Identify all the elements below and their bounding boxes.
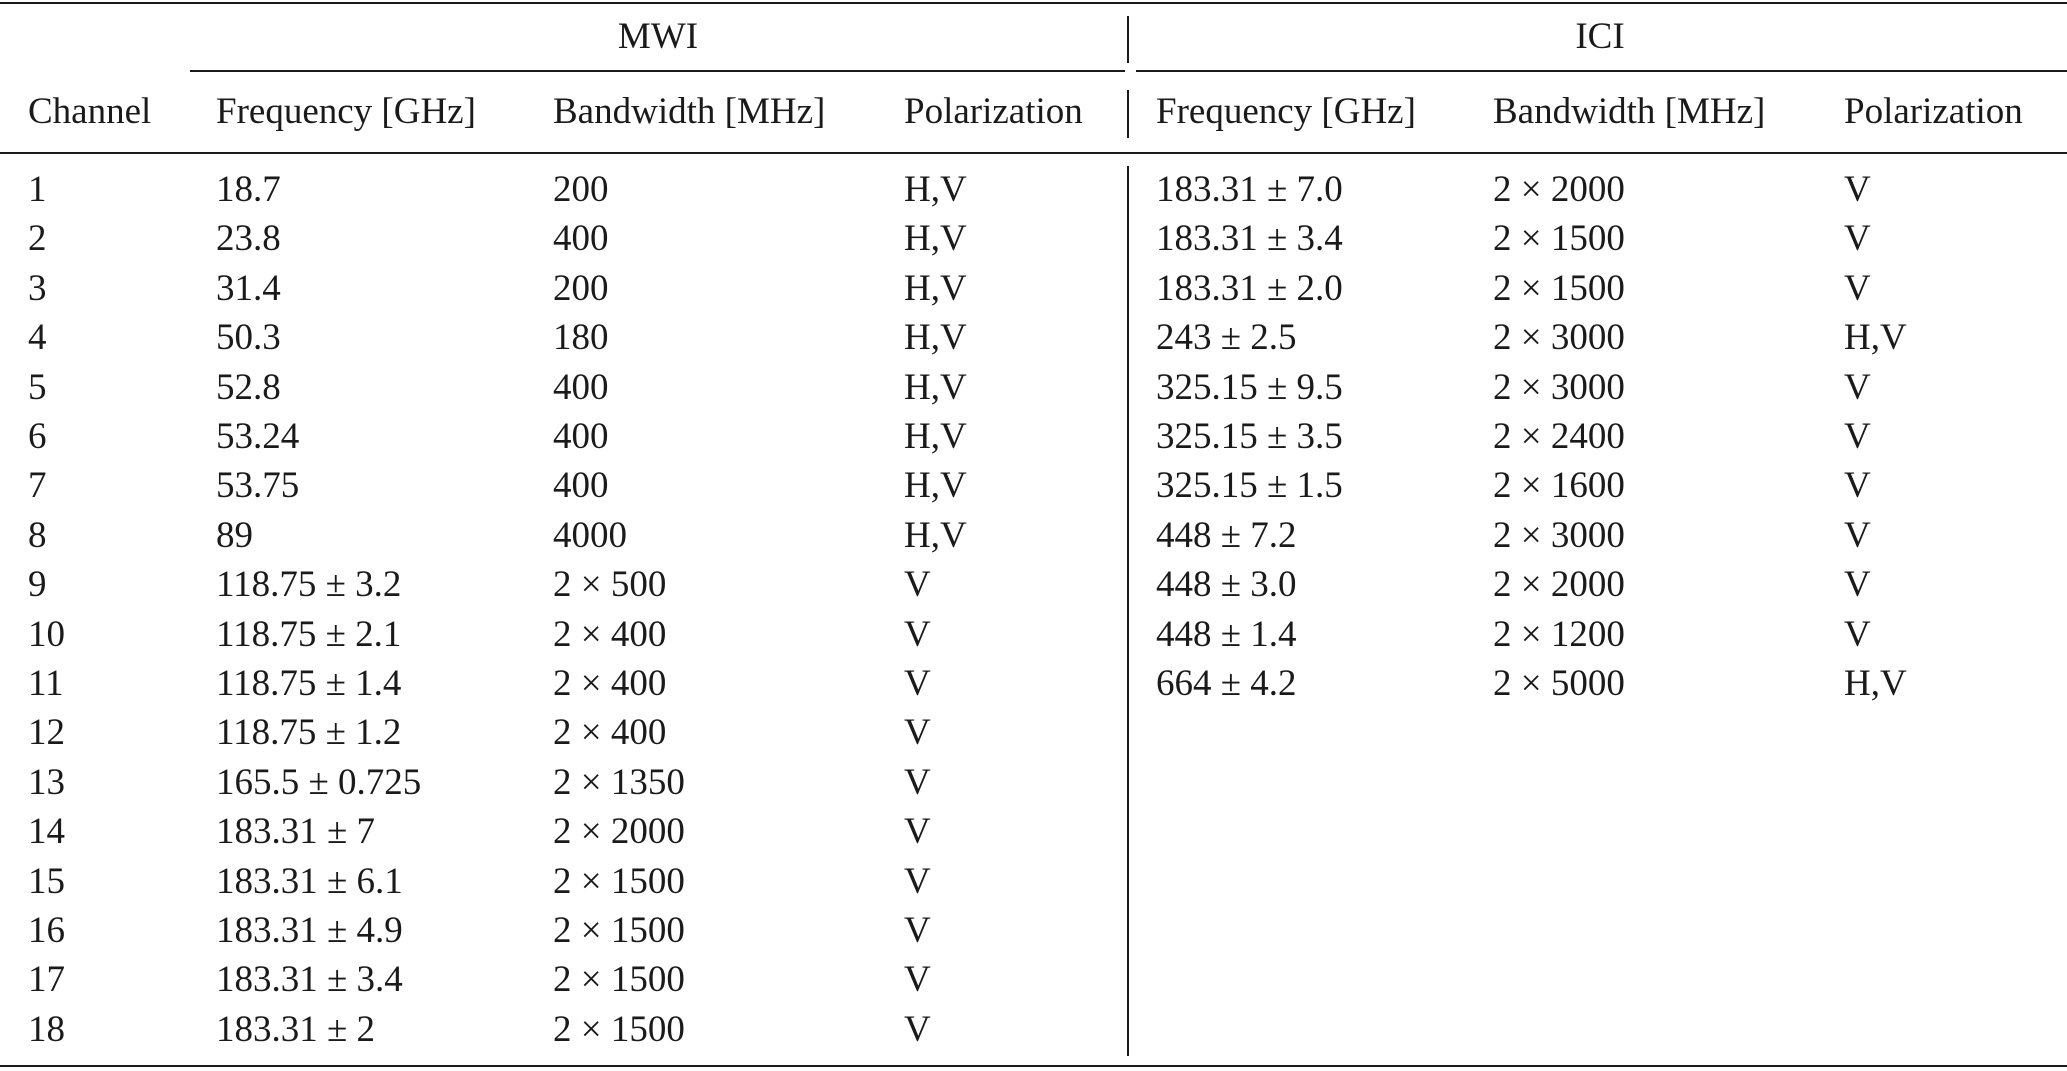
cell-ici-frequency: 664 ± 4.2 (1156, 663, 1297, 704)
table-row (0, 713, 2067, 762)
cell-ici-polarization: V (1844, 218, 1871, 260)
cell-channel: 13 (28, 761, 65, 803)
cell-mwi-bandwidth: 2 × 1500 (553, 910, 685, 951)
cell-channel: 4 (28, 317, 47, 359)
cell-ici-polarization: H,V (1844, 317, 1907, 359)
table-row (0, 170, 2067, 219)
table-row (0, 318, 2067, 367)
cell-ici-polarization: V (1844, 613, 1871, 655)
cell-mwi-polarization: V (904, 761, 931, 803)
cell-channel: 6 (28, 416, 47, 457)
cell-ici-bandwidth: 2 × 1500 (1493, 218, 1625, 260)
cell-mwi-polarization: H,V (904, 416, 967, 457)
cell-mwi-frequency: 118.75 ± 1.2 (216, 712, 402, 754)
header-channel: Channel (28, 91, 152, 132)
cell-mwi-polarization: V (904, 959, 931, 1001)
header-divider (1127, 90, 1129, 138)
cell-ici-polarization: V (1844, 366, 1871, 408)
cell-ici-polarization: V (1844, 416, 1871, 457)
cell-mwi-frequency: 89 (216, 514, 253, 556)
cell-mwi-polarization: H,V (904, 267, 967, 309)
cell-mwi-bandwidth: 400 (553, 416, 609, 457)
cell-mwi-frequency: 183.31 ± 2 (216, 1008, 376, 1050)
cell-mwi-frequency: 50.3 (216, 317, 281, 359)
cell-mwi-polarization: V (904, 663, 931, 704)
cell-ici-frequency: 183.31 ± 3.4 (1156, 218, 1343, 260)
table-row (0, 269, 2067, 318)
cell-mwi-frequency: 183.31 ± 4.9 (216, 910, 403, 951)
cell-mwi-frequency: 53.75 (216, 465, 300, 507)
mwi-group-rule (190, 70, 1125, 72)
cell-channel: 3 (28, 267, 47, 309)
cell-mwi-bandwidth: 2 × 1500 (553, 1008, 685, 1050)
header-mwi-bandwidth: Bandwidth [MHz] (553, 91, 826, 132)
table-row (0, 219, 2067, 268)
cell-mwi-frequency: 18.7 (216, 169, 281, 210)
cell-ici-frequency: 448 ± 1.4 (1156, 613, 1297, 655)
cell-channel: 10 (28, 613, 65, 655)
cell-channel: 16 (28, 910, 65, 951)
cell-mwi-bandwidth: 2 × 1350 (553, 761, 685, 803)
header-ici-polarization: Polarization (1844, 91, 2023, 132)
cell-ici-polarization: V (1844, 514, 1871, 556)
cell-ici-bandwidth: 2 × 3000 (1493, 317, 1625, 359)
cell-mwi-bandwidth: 2 × 400 (553, 663, 667, 704)
cell-mwi-bandwidth: 2 × 1500 (553, 959, 685, 1001)
cell-ici-frequency: 325.15 ± 9.5 (1156, 366, 1343, 408)
cell-channel: 18 (28, 1008, 65, 1050)
cell-channel: 11 (28, 663, 64, 704)
group-label-ici: ICI (1575, 16, 1625, 57)
cell-ici-bandwidth: 2 × 1600 (1493, 465, 1625, 507)
cell-mwi-bandwidth: 400 (553, 218, 609, 260)
ici-group-rule (1136, 70, 2067, 72)
group-label-mwi: MWI (617, 16, 699, 57)
cell-mwi-frequency: 118.75 ± 2.1 (216, 613, 402, 655)
cell-ici-frequency: 448 ± 3.0 (1156, 564, 1297, 606)
cell-ici-polarization: V (1844, 267, 1871, 309)
cell-mwi-frequency: 53.24 (216, 416, 300, 457)
cell-channel: 17 (28, 959, 65, 1001)
cell-mwi-frequency: 23.8 (216, 218, 281, 260)
header-ici-frequency: Frequency [GHz] (1156, 91, 1416, 132)
cell-ici-bandwidth: 2 × 2400 (1493, 416, 1625, 457)
table-row (0, 615, 2067, 664)
cell-mwi-bandwidth: 200 (553, 169, 609, 210)
cell-ici-frequency: 183.31 ± 7.0 (1156, 169, 1343, 210)
cell-mwi-frequency: 31.4 (216, 267, 281, 309)
table-row (0, 763, 2067, 812)
cell-mwi-bandwidth: 2 × 500 (553, 564, 667, 606)
cell-mwi-bandwidth: 180 (553, 317, 609, 359)
cell-channel: 5 (28, 366, 47, 408)
cell-mwi-polarization: H,V (904, 317, 967, 359)
cell-mwi-bandwidth: 2 × 2000 (553, 811, 685, 853)
cell-ici-frequency: 448 ± 7.2 (1156, 514, 1297, 556)
cell-mwi-polarization: H,V (904, 169, 967, 210)
table-row (0, 516, 2067, 565)
cell-mwi-bandwidth: 2 × 400 (553, 712, 667, 754)
cell-mwi-polarization: H,V (904, 366, 967, 408)
cell-mwi-polarization: V (904, 613, 931, 655)
header-mwi-polarization: Polarization (904, 91, 1083, 132)
cell-ici-polarization: H,V (1844, 663, 1907, 704)
cell-ici-polarization: V (1844, 564, 1871, 606)
cell-mwi-bandwidth: 2 × 1500 (553, 860, 685, 902)
cell-ici-bandwidth: 2 × 5000 (1493, 663, 1625, 704)
table-row (0, 664, 2067, 713)
cell-mwi-polarization: V (904, 1008, 931, 1050)
cell-mwi-polarization: V (904, 860, 931, 902)
cell-mwi-bandwidth: 2 × 400 (553, 613, 667, 655)
cell-channel: 12 (28, 712, 65, 754)
table-row (0, 960, 2067, 1009)
cell-ici-frequency: 325.15 ± 3.5 (1156, 416, 1343, 457)
cell-ici-bandwidth: 2 × 1200 (1493, 613, 1625, 655)
group-divider (1127, 16, 1129, 63)
cell-mwi-frequency: 118.75 ± 1.4 (216, 663, 402, 704)
table-row (0, 368, 2067, 417)
cell-channel: 15 (28, 860, 65, 902)
table-row (0, 1010, 2067, 1059)
cell-mwi-frequency: 183.31 ± 3.4 (216, 959, 403, 1001)
cell-ici-bandwidth: 2 × 1500 (1493, 267, 1625, 309)
table-row (0, 862, 2067, 911)
header-mwi-frequency: Frequency [GHz] (216, 91, 476, 132)
cell-mwi-polarization: H,V (904, 218, 967, 260)
table-bottom-rule (0, 1065, 2067, 1067)
cell-mwi-polarization: V (904, 910, 931, 951)
body-divider (1127, 166, 1129, 1056)
cell-mwi-polarization: H,V (904, 465, 967, 507)
table-top-rule (0, 2, 2067, 4)
header-bottom-rule (0, 152, 2067, 154)
cell-mwi-frequency: 165.5 ± 0.725 (216, 761, 422, 803)
table-row (0, 911, 2067, 960)
cell-ici-frequency: 243 ± 2.5 (1156, 317, 1297, 359)
cell-mwi-polarization: V (904, 712, 931, 754)
cell-mwi-bandwidth: 4000 (553, 514, 627, 556)
cell-mwi-bandwidth: 400 (553, 366, 609, 408)
cell-mwi-polarization: V (904, 811, 931, 853)
cell-mwi-frequency: 183.31 ± 7 (216, 811, 376, 853)
cell-channel: 9 (28, 564, 47, 606)
cell-mwi-polarization: H,V (904, 514, 967, 556)
cell-ici-polarization: V (1844, 465, 1871, 507)
cell-channel: 7 (28, 465, 47, 507)
cell-ici-polarization: V (1844, 169, 1871, 210)
cell-channel: 2 (28, 218, 47, 260)
cell-mwi-bandwidth: 200 (553, 267, 609, 309)
cell-ici-bandwidth: 2 × 3000 (1493, 366, 1625, 408)
cell-mwi-bandwidth: 400 (553, 465, 609, 507)
cell-mwi-frequency: 52.8 (216, 366, 281, 408)
cell-ici-frequency: 183.31 ± 2.0 (1156, 267, 1343, 309)
cell-mwi-polarization: V (904, 564, 931, 606)
cell-ici-bandwidth: 2 × 2000 (1493, 169, 1625, 210)
cell-channel: 1 (28, 169, 47, 210)
cell-ici-bandwidth: 2 × 2000 (1493, 564, 1625, 606)
table-row (0, 466, 2067, 515)
cell-ici-frequency: 325.15 ± 1.5 (1156, 465, 1343, 507)
cell-channel: 14 (28, 811, 65, 853)
cell-channel: 8 (28, 514, 47, 556)
header-ici-bandwidth: Bandwidth [MHz] (1493, 91, 1766, 132)
cell-mwi-frequency: 118.75 ± 3.2 (216, 564, 402, 606)
table-row (0, 812, 2067, 861)
cell-mwi-frequency: 183.31 ± 6.1 (216, 860, 403, 902)
table-row (0, 565, 2067, 614)
cell-ici-bandwidth: 2 × 3000 (1493, 514, 1625, 556)
table-row (0, 417, 2067, 466)
